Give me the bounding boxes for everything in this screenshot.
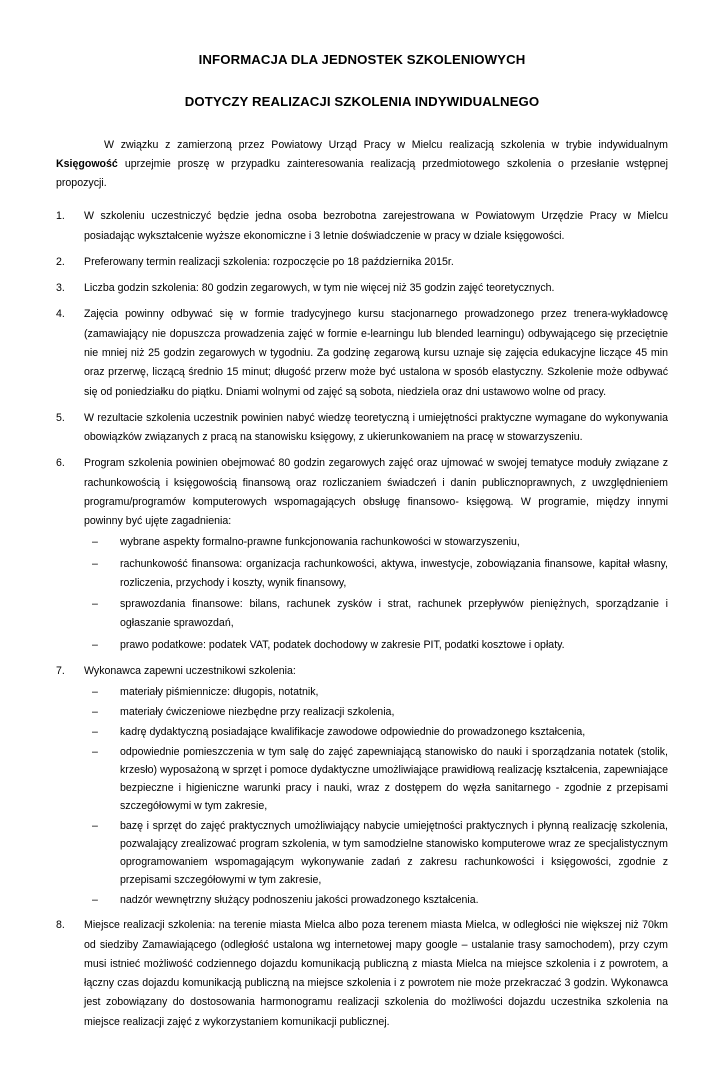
sub-list-item-text: materiały piśmiennicze: długopis, notatnik, bbox=[120, 686, 319, 699]
dash-bullet: – bbox=[92, 706, 98, 719]
sub-list bbox=[84, 533, 668, 655]
dash-bullet: – bbox=[92, 598, 98, 611]
list-item-text: Miejsce realizacji szkolenia: na terenie miasta Mielca albo poza terenem miasta Mielca, w odległości nie większej niż 70km od siedziby Zamawiającego (odległość ustalona wg internetowej mapy google – ustalanie trasy samochodem), przy czym musi istnieć możliwość codziennego dojazdu komunikacją publiczną z miasta Mielca na miejsce szkolenia i z powrotem, a łączny czas dojazdu komunikacją publiczną na miejsce szkolenia i z powrotem nie może przekraczać 3 godzin. Wykonawca jest zobowiązany do dostosowania harmonogramu realizacji szkolenia do możliwości dojazdu uczestnika szkolenia na miejsce realizacji zajęć z wykorzystaniem komunikacji publicznej. bbox=[84, 919, 668, 1028]
dash-bullet: – bbox=[92, 746, 98, 759]
list-item bbox=[56, 305, 668, 401]
sub-list-item-text: sprawozdania finansowe: bilans, rachunek zysków i strat, rachunek przepływów pieniężnych, sporządzanie i ogłaszanie sprawozdań, bbox=[120, 598, 668, 630]
dash-bullet: – bbox=[92, 726, 98, 739]
sub-list-item bbox=[84, 555, 668, 594]
intro-text-part-2: uprzejmie proszę w przypadku zainteresowania realizacją przedmiotowego szkolenia o przesłanie wstępnej propozycji. bbox=[56, 157, 668, 190]
list-item-number: 5. bbox=[56, 411, 65, 424]
sub-list-item-text: wybrane aspekty formalno-prawne funkcjonowania rachunkowości w stowarzyszeniu, bbox=[120, 536, 520, 549]
list-item-text: Wykonawca zapewni uczestnikowi szkolenia: bbox=[84, 664, 296, 677]
sub-list-item bbox=[84, 533, 668, 552]
list-item bbox=[56, 253, 668, 272]
requirements-list bbox=[56, 207, 668, 1031]
intro-paragraph bbox=[56, 136, 668, 194]
list-item bbox=[56, 207, 668, 246]
sub-list-item-text: bazę i sprzęt do zajęć praktycznych umożliwiający nabycie umiejętności praktycznych i płynną realizację szkolenia, pozwalający zrealizować program szkolenia, w tym samodzielne stanowisko komputerowe wraz ze specjalistycznym oprogramowaniem wspomagającym wykonywanie zadań z zakresu rachunkowości i księgowości, zgodnie z przepisami szczegółowymi w tym zakresie, bbox=[120, 820, 668, 887]
sub-list-item-text: odpowiednie pomieszczenia w tym salę do zajęć zapewniającą stanowisko do nauki i sporządzania notatek (stolik, krzesło) wyposażoną w sprzęt i pomoce dydaktyczne umożliwiające prawidłową realizację kształcenia, zapewniające bezpieczne i higieniczne warunki pracy i nauki, wraz z dostępem do węzła sanitarnego - zgodnie z przepisami szczegółowymi w tym zakresie, bbox=[120, 746, 668, 813]
dash-bullet: – bbox=[92, 686, 98, 699]
list-item bbox=[56, 454, 668, 655]
document-title-line-2: DOTYCZY REALIZACJI SZKOLENIA INDYWIDUALNEGO bbox=[184, 93, 540, 109]
list-item-number: 3. bbox=[56, 282, 65, 295]
sub-list-item-text: rachunkowość finansowa: organizacja rachunkowości, aktywa, inwestycje, zobowiązania finansowe, kapitał własny, rozliczenia, przychody i koszty, wynik finansowy, bbox=[120, 557, 668, 589]
dash-bullet: – bbox=[92, 536, 98, 549]
list-item-number: 1. bbox=[56, 210, 65, 223]
sub-list-item bbox=[84, 703, 668, 721]
sub-list-item bbox=[84, 683, 668, 701]
sub-list bbox=[84, 683, 668, 909]
list-item-text: W szkoleniu uczestniczyć będzie jedna osoba bezrobotna zarejestrowana w Powiatowym Urzędzie Pracy w Mielcu posiadając wykształcenie wyższe ekonomiczne i 3 letnie doświadczenie w pracy w dziale księgowości. bbox=[84, 210, 668, 242]
intro-text-part-1: W związku z zamierzoną przez Powiatowy Urząd Pracy w Mielcu realizacją szkolenia w trybie indywidualnym bbox=[104, 138, 668, 151]
dash-bullet: – bbox=[92, 820, 98, 833]
list-item bbox=[56, 279, 668, 298]
document-title-line-1: INFORMACJA DLA JEDNOSTEK SZKOLENIOWYCH bbox=[198, 52, 526, 67]
dash-bullet: – bbox=[92, 557, 98, 570]
list-item-number: 8. bbox=[56, 919, 65, 932]
intro-emphasis: Księgowość bbox=[56, 157, 118, 170]
list-item bbox=[56, 409, 668, 448]
list-item-text: Liczba godzin szkolenia: 80 godzin zegarowych, w tym nie więcej niż 35 godzin zajęć teoretycznych. bbox=[84, 282, 555, 295]
sub-list-item-text: kadrę dydaktyczną posiadające kwalifikacje zawodowe odpowiednie do prowadzonego kształcenia, bbox=[120, 726, 586, 739]
sub-list-item-text: materiały ćwiczeniowe niezbędne przy realizacji szkolenia, bbox=[120, 706, 395, 719]
sub-list-item bbox=[84, 743, 668, 815]
sub-list-item-text: prawo podatkowe: podatek VAT, podatek dochodowy w zakresie PIT, podatki kosztowe i opłaty. bbox=[120, 638, 565, 651]
dash-bullet: – bbox=[92, 894, 98, 907]
sub-list-item bbox=[84, 595, 668, 634]
sub-list-item bbox=[84, 723, 668, 741]
list-item-number: 7. bbox=[56, 664, 65, 677]
list-item-number: 4. bbox=[56, 308, 65, 321]
list-item bbox=[56, 916, 668, 1032]
sub-list-item bbox=[84, 636, 668, 655]
list-item-number: 6. bbox=[56, 457, 65, 470]
sub-list-item bbox=[84, 817, 668, 889]
list-item-text: Program szkolenia powinien obejmować 80 godzin zegarowych zajęć oraz ujmować w swojej tematyce moduły związane z rachunkowością i księgowością finansową oraz rozliczaniem świadczeń i danin publicznoprawnych, z uwzględnieniem programu/programów komputerowych wspomagających obsługę finansowo- księgową. W programie, między innymi powinny być ujęte zagadnienia: bbox=[84, 457, 668, 528]
sub-list-item-text: nadzór wewnętrzny służący podnoszeniu jakości prowadzonego kształcenia. bbox=[120, 894, 479, 907]
list-item-text: W rezultacie szkolenia uczestnik powinien nabyć wiedzę teoretyczną i umiejętności praktyczne wymagane do wykonywania obowiązków związanych z pracą na stanowisku księgowy, z ukierunkowaniem na pracę w stowarzyszeniu. bbox=[84, 411, 668, 444]
list-item-text: Preferowany termin realizacji szkolenia: rozpoczęcie po 18 października 2015r. bbox=[84, 255, 454, 268]
list-item bbox=[56, 662, 668, 909]
list-item-number: 2. bbox=[56, 255, 65, 268]
dash-bullet: – bbox=[92, 638, 98, 651]
sub-list-item bbox=[84, 891, 668, 909]
list-item-text: Zajęcia powinny odbywać się w formie tradycyjnego kursu stacjonarnego prowadzonego przez trenera-wykładowcę (zamawiający nie dopuszcza prowadzenia zajęć w formie e-learningu lub blended learningu) odbywającego się przeciętnie nie mniej niż 25 godzin zegarowych w tygodniu. Za godzinę zegarową kursu uznaje się zajęcia edukacyjne liczące 45 min oraz przerwę, liczącą średnio 15 minut; długość przerw może być ustalona w sposób elastyczny. Szkolenie może odbywać się od poniedziałku do piątku. Dniami wolnymi od zajęć są sobota, niedziela oraz dni ustawowo wolne od pracy. bbox=[84, 308, 668, 398]
